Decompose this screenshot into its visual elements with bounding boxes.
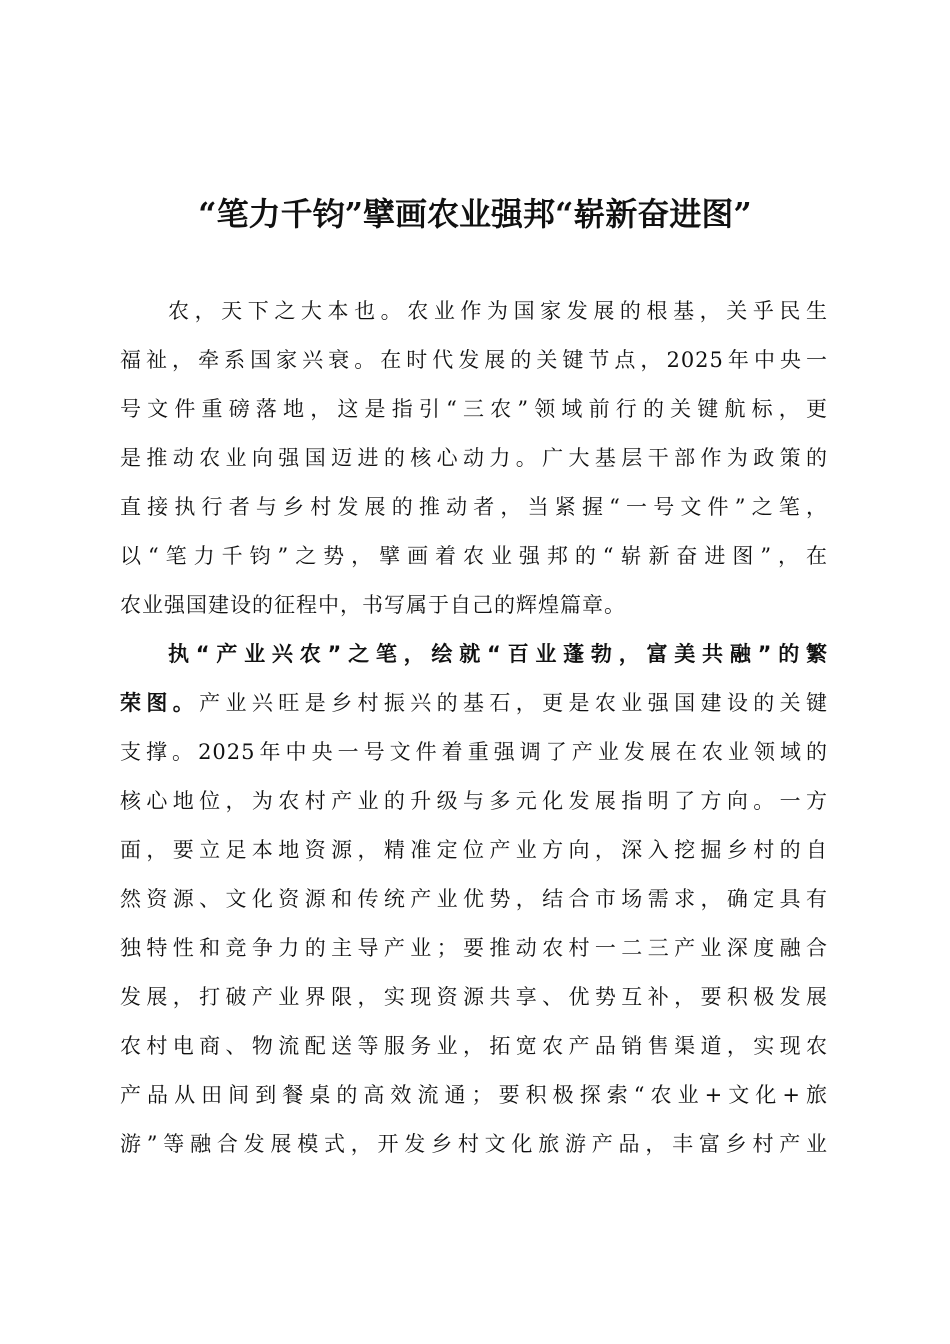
paragraph-line: 农业强国建设的征程中，书写属于自己的辉煌篇章。 (120, 593, 626, 617)
paragraph-line: 独特性和竞争力的主导产业；要推动农村一二三产业深度融合 (120, 936, 828, 960)
paragraph-line: 是推动农业向强国迈进的核心动力。广大基层干部作为政策的 (120, 446, 828, 470)
paragraph-line: 然资源、文化资源和传统产业优势，结合市场需求，确定具有 (120, 887, 828, 911)
paragraph-line: 农村电商、物流配送等服务业，拓宽农产品销售渠道，实现农 (120, 1034, 828, 1058)
paragraph-line: 面，要立足本地资源，精准定位产业方向，深入挖掘乡村的自 (120, 838, 828, 862)
paragraph-line: 产品从田间到餐桌的高效流通；要积极探索“农业+文化+旅 (120, 1083, 828, 1107)
document-body (120, 287, 828, 1169)
paragraph-line: 发展，打破产业界限，实现资源共享、优势互补，要积极发展 (120, 985, 828, 1009)
paragraph-line (120, 679, 828, 728)
document-title: “笔力千钧”擘画农业强邦“崭新奋进图” (198, 195, 752, 233)
paragraph-line: 核心地位，为农村产业的升级与多元化发展指明了方向。一方 (120, 789, 828, 813)
section-heading: 执“产业兴农”之笔，绘就“百业蓬勃，富美共融”的繁 (168, 642, 828, 666)
paragraph-line: 游”等融合发展模式，开发乡村文化旅游产品，丰富乡村产业 (120, 1132, 828, 1156)
paragraph-line: 支撑。2025年中央一号文件着重强调了产业发展在农业领域的 (120, 740, 828, 764)
paragraph-line: 福祉，牵系国家兴衰。在时代发展的关键节点，2025年中央一 (120, 348, 828, 372)
paragraph-line-text: 产业兴旺是乡村振兴的基石，更是农业强国建设的关键 (199, 691, 829, 715)
paragraph-line: 直接执行者与乡村发展的推动者，当紧握“一号文件”之笔， (120, 495, 828, 519)
paragraph-line: 农，天下之大本也。农业作为国家发展的根基，关乎民生 (168, 299, 828, 323)
paragraph-line: 以“笔力千钧”之势，擘画着农业强邦的“崭新奋进图”，在 (120, 544, 828, 568)
section-heading-end: 荣图。 (120, 691, 200, 715)
paragraph-line: 号文件重磅落地，这是指引“三农”领域前行的关键航标，更 (120, 397, 828, 421)
